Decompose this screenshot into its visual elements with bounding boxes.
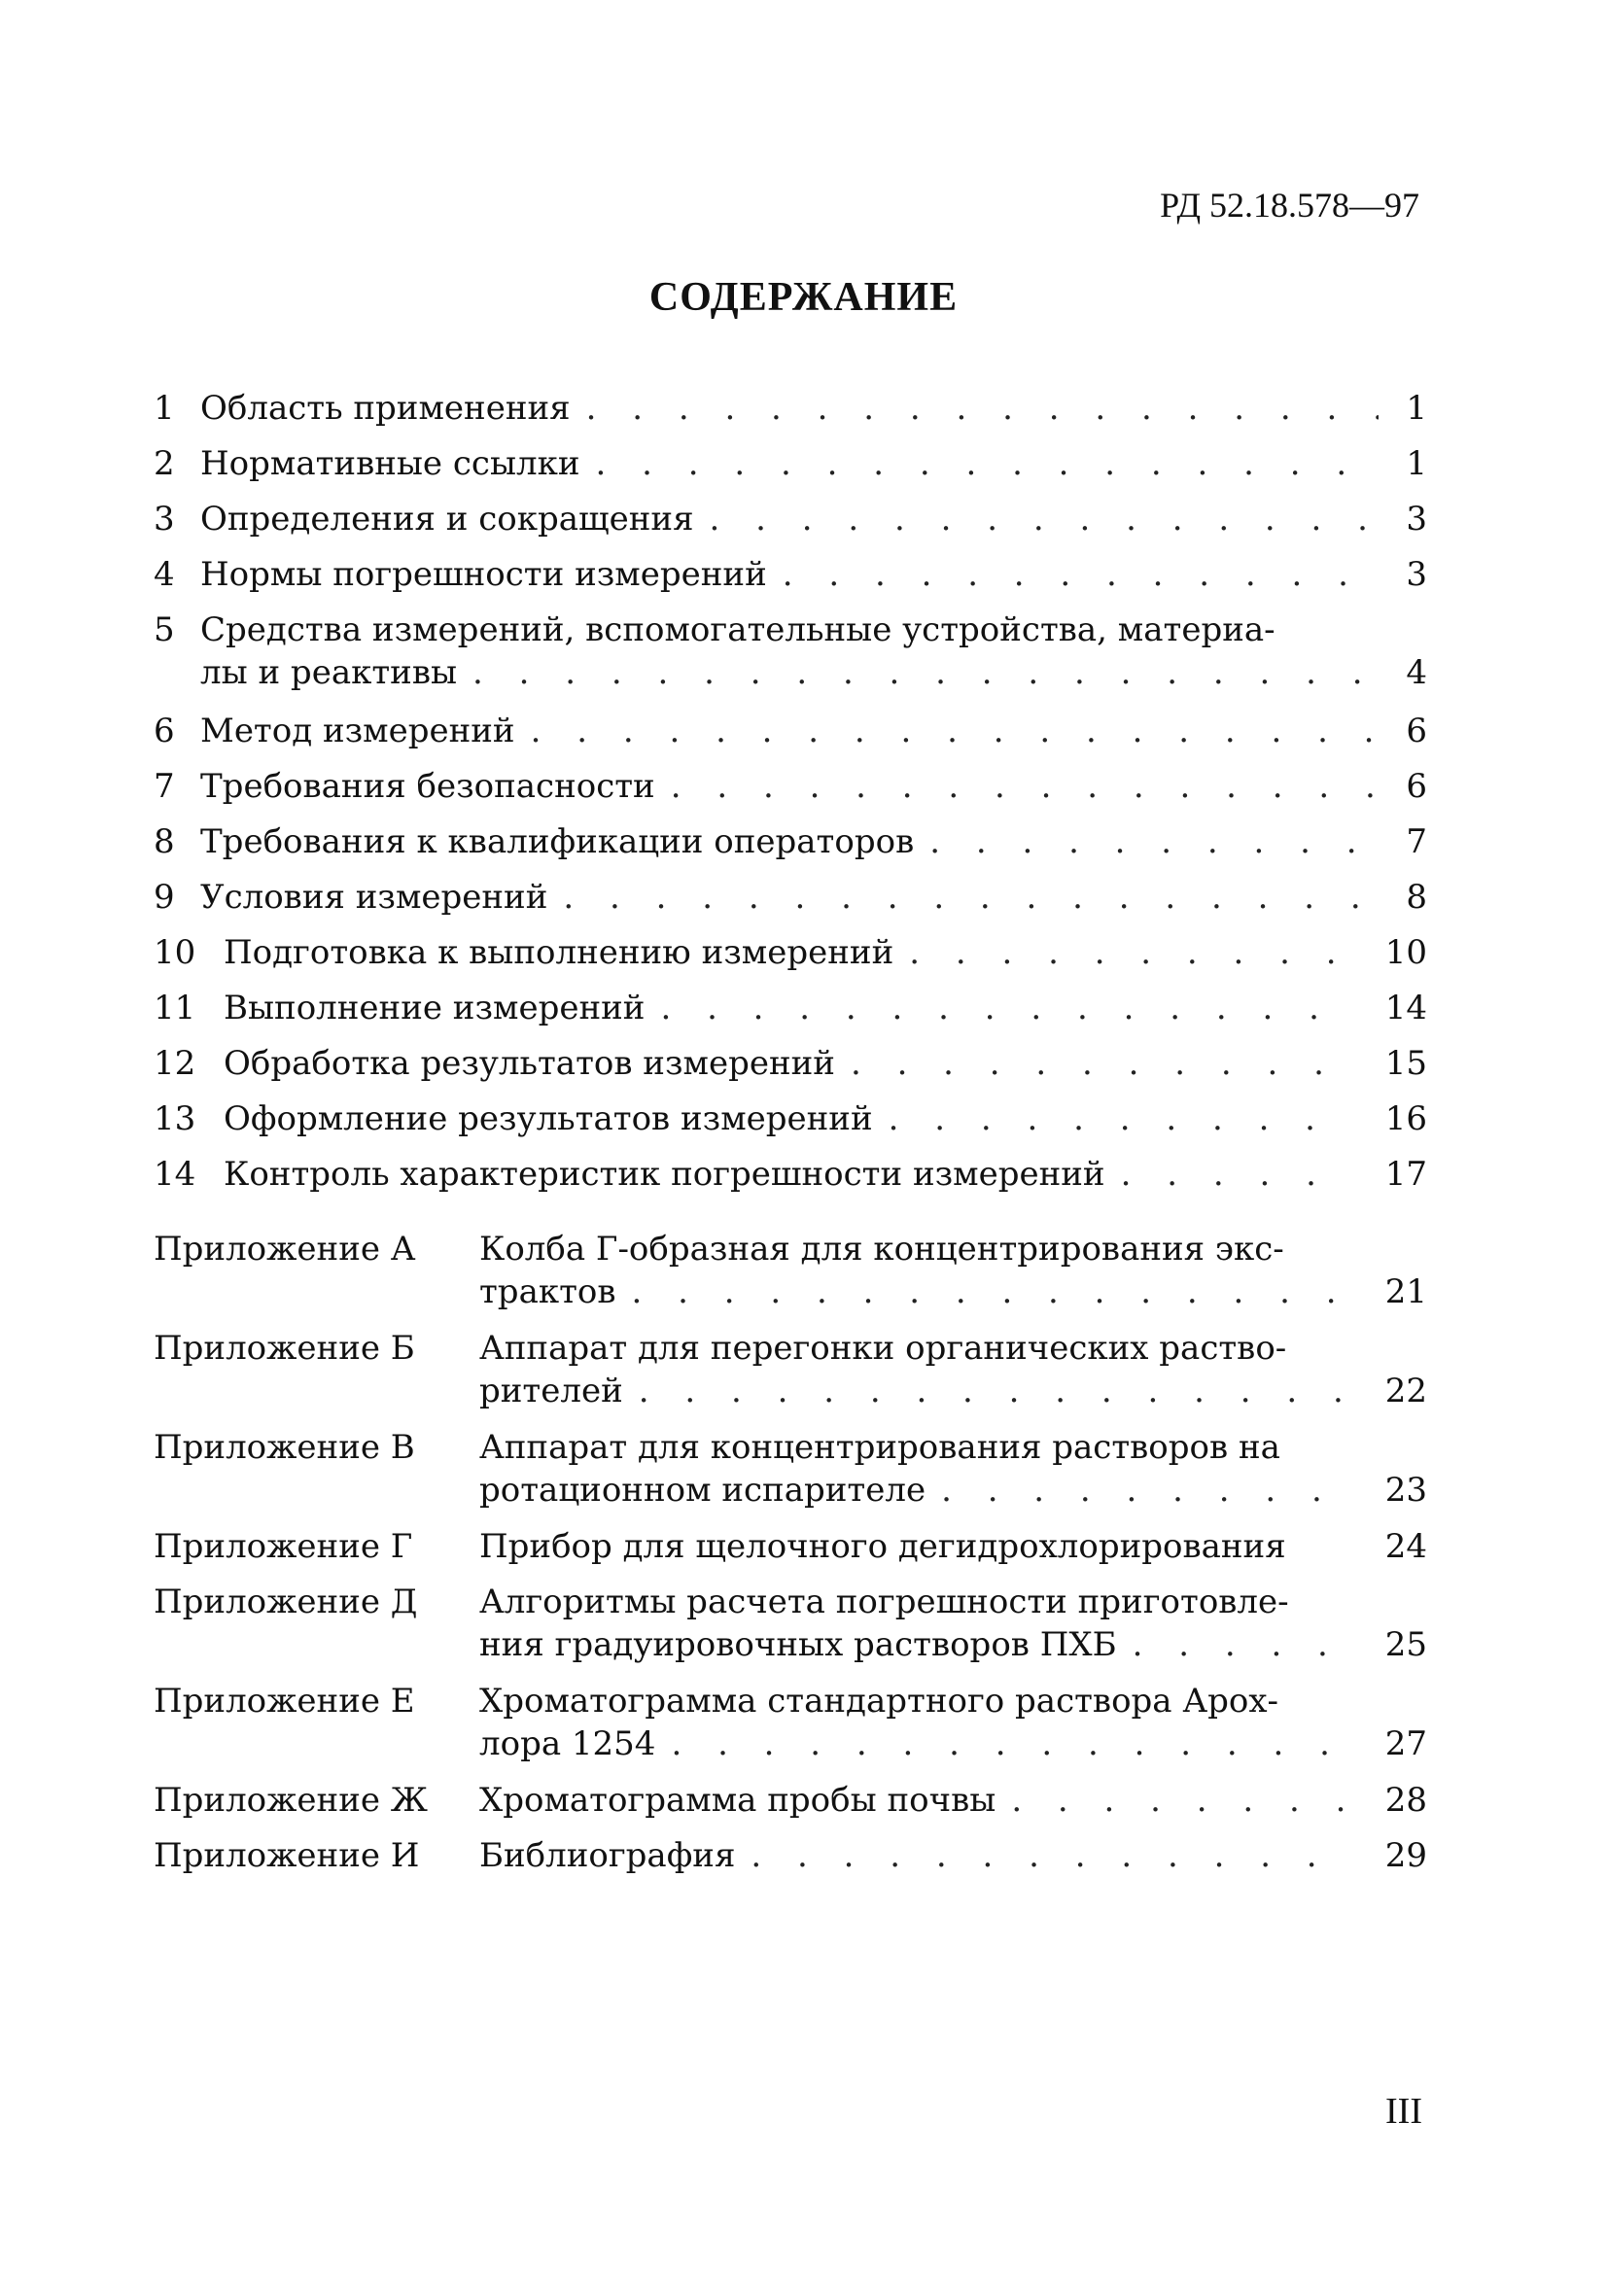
- section-number: 13: [154, 1099, 196, 1138]
- appendix-page: 29: [1384, 1836, 1427, 1875]
- appendix-entry: [154, 1781, 1427, 1836]
- dot-leader: [1121, 1155, 1349, 1194]
- appendix-label: Приложение Ж: [154, 1781, 428, 1820]
- section-page: 7: [1406, 822, 1427, 861]
- appendix-entry: [154, 1230, 1427, 1323]
- entry-body: [200, 653, 1379, 692]
- entry-line: [154, 1372, 1427, 1422]
- entry-line: [154, 1230, 1427, 1272]
- section-title: Нормы погрешности измерений: [200, 555, 767, 594]
- entry-line: [154, 1428, 1427, 1471]
- section-page: 1: [1406, 444, 1427, 483]
- entry-body: [479, 1372, 1349, 1410]
- dot-leader: [660, 989, 1349, 1027]
- appendix-page: 25: [1384, 1625, 1427, 1664]
- section-title: Средства измерений, вспомогательные устройства, материа-: [200, 610, 1275, 649]
- entry-body: [200, 767, 1379, 806]
- dot-leader: [671, 1724, 1349, 1763]
- section-page: 3: [1406, 500, 1427, 539]
- document-code: РД 52.18.578—97: [1160, 186, 1419, 225]
- appendix-entry: [154, 1527, 1427, 1583]
- section-title-cont: лы и реактивы: [200, 653, 458, 692]
- entry-body: [479, 1272, 1349, 1311]
- section-number: 11: [154, 989, 196, 1027]
- appendix-entry: [154, 1836, 1427, 1892]
- dot-leader: [751, 1836, 1349, 1875]
- dot-leader: [941, 1471, 1349, 1510]
- table-of-contents: [154, 389, 1427, 1892]
- appendix-label: Приложение Г: [154, 1527, 413, 1566]
- dot-leader: [639, 1372, 1349, 1410]
- entry-line: [154, 1682, 1427, 1724]
- appendix-title-cont: ния градуировочных растворов ПХБ: [479, 1625, 1117, 1664]
- dot-leader: [710, 500, 1379, 539]
- dot-leader: [586, 389, 1379, 428]
- entry-line: [154, 1724, 1427, 1775]
- dot-leader: [851, 1044, 1349, 1083]
- appendix-title-cont: лора 1254: [479, 1724, 656, 1763]
- appendix-page: 24: [1384, 1527, 1427, 1566]
- appendix-label: Приложение И: [154, 1836, 420, 1875]
- toc-entry: [154, 933, 1427, 989]
- toc-entry: [154, 1099, 1427, 1155]
- appendix-title-cont: рителей: [479, 1372, 623, 1410]
- appendix-label: Приложение Б: [154, 1329, 415, 1368]
- appendix-title: Прибор для щелочного дегидрохлорирования: [479, 1527, 1286, 1566]
- section-title: Оформление результатов измерений: [224, 1099, 873, 1138]
- toc-entry: [154, 500, 1427, 555]
- dot-leader: [783, 555, 1379, 594]
- appendix-page: 21: [1384, 1272, 1427, 1311]
- entry-line: [154, 1583, 1427, 1625]
- toc-sections: [154, 389, 1427, 1210]
- entry-body: [200, 444, 1379, 483]
- section-page: 6: [1406, 767, 1427, 806]
- dot-leader: [563, 878, 1379, 917]
- appendix-title-cont: ротационном испарителе: [479, 1471, 926, 1510]
- appendix-title-cont: трактов: [479, 1272, 616, 1311]
- section-page: 8: [1406, 878, 1427, 917]
- entry-body: [224, 1099, 1349, 1138]
- toc-entry: [154, 444, 1427, 500]
- appendix-page: 27: [1384, 1724, 1427, 1763]
- section-title: Требования безопасности: [200, 767, 655, 806]
- entry-body: [224, 989, 1349, 1027]
- appendix-title: Аппарат для перегонки органических раство-: [479, 1329, 1287, 1368]
- dot-leader: [531, 712, 1379, 750]
- entry-body: [479, 1527, 1349, 1566]
- entry-body: [479, 1836, 1349, 1875]
- appendix-page: 22: [1384, 1372, 1427, 1410]
- entry-body: [200, 555, 1379, 594]
- toc-entry: [154, 389, 1427, 444]
- section-number: 4: [154, 555, 175, 594]
- appendix-label: Приложение А: [154, 1230, 416, 1269]
- entry-body: [200, 822, 1379, 861]
- appendix-title: Алгоритмы расчета погрешности приготовле-: [479, 1583, 1289, 1621]
- entry-body: [479, 1625, 1349, 1664]
- section-number: 2: [154, 444, 175, 483]
- dot-leader: [1133, 1625, 1349, 1664]
- appendix-title: Аппарат для концентрирования растворов на: [479, 1428, 1280, 1467]
- appendix-entry: [154, 1583, 1427, 1676]
- appendix-page: 28: [1384, 1781, 1427, 1820]
- section-title: Обработка результатов измерений: [224, 1044, 835, 1083]
- section-number: 6: [154, 712, 175, 750]
- entry-line: [154, 1272, 1427, 1323]
- entry-body: [224, 933, 1349, 972]
- toc-entry: [154, 822, 1427, 878]
- appendix-title: Колба Г-образная для концентрирования экс-: [479, 1230, 1284, 1269]
- section-page: 10: [1384, 933, 1427, 972]
- section-page: 6: [1406, 712, 1427, 750]
- entry-body: [200, 389, 1379, 428]
- section-page: 14: [1384, 989, 1427, 1027]
- toc-entry: [154, 878, 1427, 933]
- section-number: 5: [154, 610, 175, 649]
- dot-leader: [889, 1099, 1349, 1138]
- dot-leader: [596, 444, 1379, 483]
- entry-body: [200, 712, 1379, 750]
- appendix-label: Приложение В: [154, 1428, 415, 1467]
- appendix-entry: [154, 1329, 1427, 1422]
- entry-body: [479, 1781, 1349, 1820]
- section-page: 17: [1384, 1155, 1427, 1194]
- entry-line: [154, 653, 1427, 702]
- section-title: Подготовка к выполнению измерений: [224, 933, 894, 972]
- section-page: 4: [1406, 653, 1427, 692]
- section-number: 3: [154, 500, 175, 539]
- section-page: 15: [1384, 1044, 1427, 1083]
- toc-entry: [154, 989, 1427, 1044]
- toc-entry: [154, 610, 1427, 702]
- section-number: 14: [154, 1155, 196, 1194]
- section-number: 8: [154, 822, 175, 861]
- section-page: 3: [1406, 555, 1427, 594]
- entry-body: [479, 1471, 1349, 1510]
- entry-body: [224, 1044, 1349, 1083]
- entry-body: [200, 500, 1379, 539]
- appendix-label: Приложение Е: [154, 1682, 415, 1721]
- toc-entry: [154, 1044, 1427, 1099]
- toc-appendices: [154, 1230, 1427, 1892]
- section-title: Выполнение измерений: [224, 989, 646, 1027]
- dot-leader: [1011, 1781, 1349, 1820]
- dot-leader: [671, 767, 1379, 806]
- section-number: 10: [154, 933, 196, 972]
- dot-leader: [472, 653, 1379, 692]
- section-title: Требования к квалификации операторов: [200, 822, 915, 861]
- section-title: Нормативные ссылки: [200, 444, 580, 483]
- section-page: 1: [1406, 389, 1427, 428]
- dot-leader: [632, 1272, 1349, 1311]
- dot-leader: [929, 822, 1379, 861]
- toc-entry: [154, 1155, 1427, 1210]
- section-title: Метод измерений: [200, 712, 515, 750]
- entry-line: [154, 1625, 1427, 1676]
- entry-line: [154, 1329, 1427, 1372]
- page-number: III: [1385, 2091, 1422, 2132]
- appendix-label: Приложение Д: [154, 1583, 418, 1621]
- appendix-title: Библиография: [479, 1836, 736, 1875]
- section-number: 12: [154, 1044, 196, 1083]
- section-page: 16: [1384, 1099, 1427, 1138]
- dot-leader: [909, 933, 1349, 972]
- section-title: Область применения: [200, 389, 571, 428]
- appendix-title: Хроматограмма пробы почвы: [479, 1781, 996, 1820]
- toc-entry: [154, 767, 1427, 822]
- entry-body: [200, 878, 1379, 917]
- section-number: 1: [154, 389, 175, 428]
- appendix-title: Хроматограмма стандартного раствора Арох-: [479, 1682, 1279, 1721]
- entry-body: [479, 1724, 1349, 1763]
- section-title: Контроль характеристик погрешности измерений: [224, 1155, 1105, 1194]
- section-number: 7: [154, 767, 175, 806]
- appendix-entry: [154, 1682, 1427, 1775]
- entry-line: [154, 610, 1427, 653]
- section-number: 9: [154, 878, 175, 917]
- toc-entry: [154, 712, 1427, 767]
- page-title: СОДЕРЖАНИЕ: [648, 275, 959, 320]
- appendix-entry: [154, 1428, 1427, 1521]
- entry-body: [224, 1155, 1349, 1194]
- appendix-page: 23: [1384, 1471, 1427, 1510]
- toc-entry: [154, 555, 1427, 610]
- section-title: Условия измерений: [200, 878, 548, 917]
- section-title: Определения и сокращения: [200, 500, 694, 539]
- entry-line: [154, 1471, 1427, 1521]
